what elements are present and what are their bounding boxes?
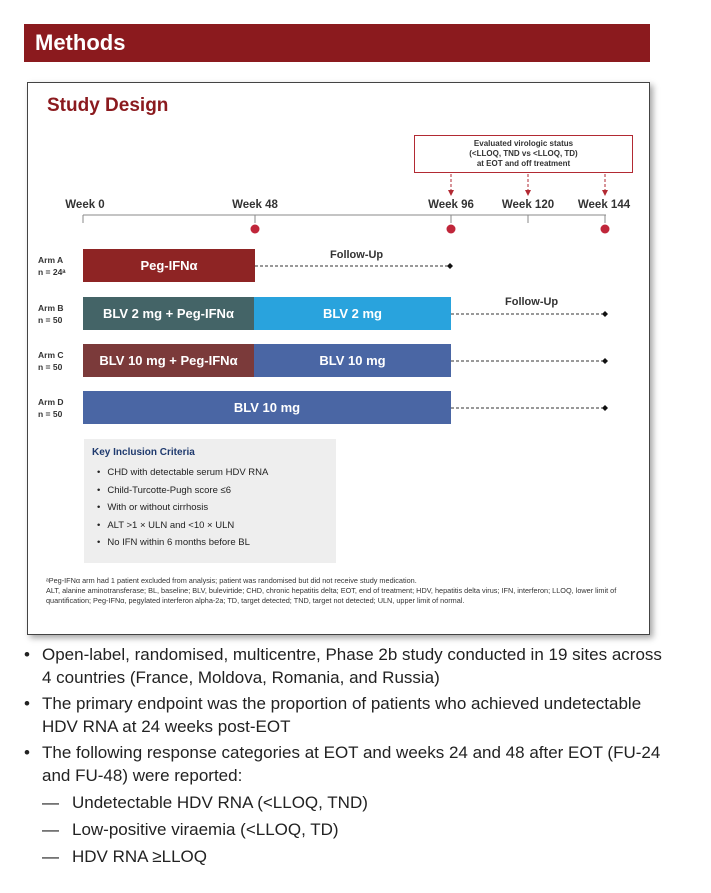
criteria-item: • With or without cirrhosis	[92, 499, 336, 517]
sub-bullet-item: — Undetectable HDV RNA (<LLOQ, TND)	[24, 791, 674, 814]
arm-b-bar-blv2	[254, 297, 451, 330]
arm-a-name: Arm A	[38, 255, 64, 265]
arm-a-label	[38, 254, 78, 278]
followup-label-b: Follow-Up	[505, 296, 559, 308]
eval-line-3: at EOT and off treatment	[476, 159, 571, 168]
arm-c-bar-blv10	[254, 344, 451, 377]
arm-b-blv-label: BLV 2 mg	[323, 306, 382, 321]
arm-d-blv-label: BLV 10 mg	[233, 400, 301, 415]
arm-c-n: n = 50	[38, 362, 63, 372]
arm-d-name: Arm D	[38, 397, 64, 407]
arm-c-name: Arm C	[38, 350, 64, 360]
sub-bullet-item: — HDV RNA ≥LLOQ	[24, 845, 674, 868]
week144-dot	[601, 225, 610, 234]
study-design-panel	[27, 82, 650, 635]
bullet-item: • The following response categories at EOT and weeks 24 and 48 after EOT (FU-24 and FU-48) were reported:	[24, 741, 674, 787]
arm-b-label	[38, 302, 78, 326]
footnote-abbreviations: ALT, alanine aminotransferase; BL, baseline; BLV, bulevirtide; CHD, chronic hepatitis delta; EOT, end of treatment; HDV, hepatitis delta virus; IFN, interferon; LLOQ, lower limit of quantification; Peg-IFNα, pegylated interferon alpha-2a; TD, target detected; TND, target not detected; ULN, upper limit of normal.	[46, 586, 617, 605]
sub-bullet-item: — Low-positive viraemia (<LLOQ, TD)	[24, 818, 674, 841]
eval-line-2: (<LLOQ, TND vs <LLOQ, TD)	[469, 149, 578, 158]
footnote	[46, 576, 636, 606]
arm-d-label	[38, 396, 78, 420]
week48-dot	[251, 225, 260, 234]
week-120-label: Week 120	[501, 199, 555, 211]
criteria-item: • Child-Turcotte-Pugh score ≤6	[92, 482, 336, 500]
arm-d-bar-blv10	[83, 391, 451, 424]
arm-a-n: n = 24ᵃ	[38, 267, 66, 277]
bullet-list	[24, 643, 674, 868]
eval-line-1: Evaluated virologic status	[473, 139, 574, 148]
week-144-label: Week 144	[577, 199, 631, 211]
section-header	[24, 24, 650, 62]
arm-c-label	[38, 349, 78, 373]
arm-b-n: n = 50	[38, 315, 63, 325]
section-title: Methods	[35, 30, 126, 55]
inclusion-criteria-box	[84, 439, 336, 563]
week-0-label: Week 0	[65, 199, 105, 211]
arm-b-bar-combo	[83, 297, 254, 330]
criteria-list	[92, 464, 336, 552]
criteria-title: Key Inclusion Criteria	[92, 447, 195, 458]
followup-label-a: Follow-Up	[330, 249, 384, 261]
week96-dot	[447, 225, 456, 234]
footnote-a: ᵃPeg-IFNα arm had 1 patient excluded from analysis; patient was randomised but did not receive study medication.	[46, 576, 417, 585]
arm-a-bar-peg-ifn	[83, 249, 255, 282]
arm-d-n: n = 50	[38, 409, 63, 419]
week-96-label: Week 96	[428, 199, 474, 211]
bullet-item: • Open-label, randomised, multicentre, Phase 2b study conducted in 19 sites across 4 countries (France, Moldova, Romania, and Russia)	[24, 643, 674, 689]
design-title: Study Design	[47, 95, 169, 116]
arm-b-name: Arm B	[38, 303, 64, 313]
arm-a-bar-label: Peg-IFNα	[140, 258, 198, 273]
criteria-item: • ALT >1 × ULN and <10 × ULN	[92, 517, 336, 535]
criteria-item: • No IFN within 6 months before BL	[92, 534, 336, 552]
bullet-item: • The primary endpoint was the proportion of patients who achieved undetectable HDV RNA at 24 weeks post-EOT	[24, 692, 674, 738]
week-48-label: Week 48	[232, 199, 278, 211]
arm-c-bar-combo	[83, 344, 254, 377]
arm-c-combo-label: BLV 10 mg + Peg-IFNα	[99, 353, 238, 368]
arm-b-combo-label: BLV 2 mg + Peg-IFNα	[103, 306, 234, 321]
arm-c-blv-label: BLV 10 mg	[319, 353, 386, 368]
criteria-item: • CHD with detectable serum HDV RNA	[92, 464, 336, 482]
